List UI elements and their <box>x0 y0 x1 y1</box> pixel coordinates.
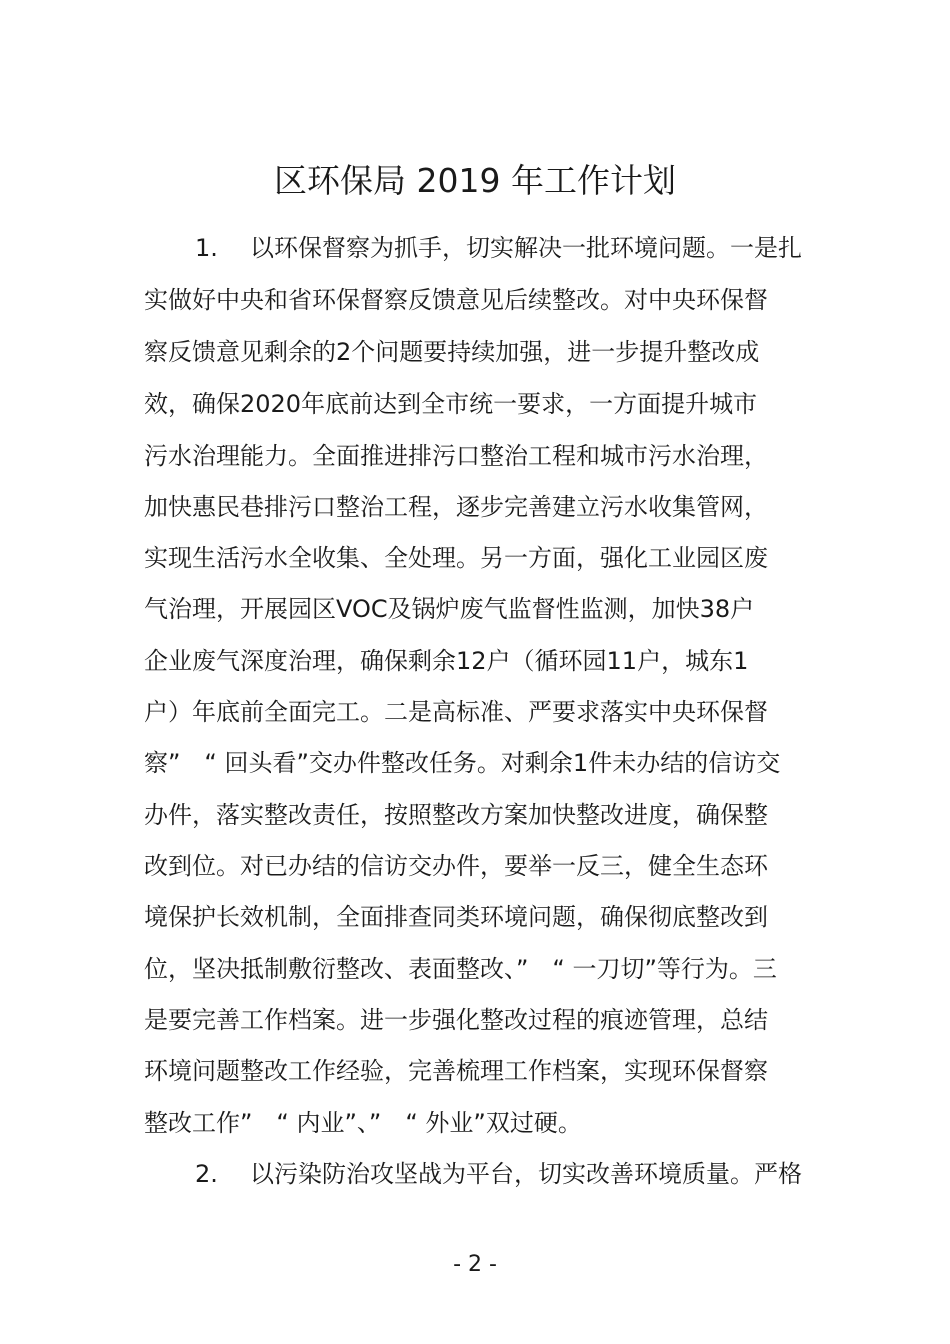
paragraph-line: 整改工作” “ 内业”、” “ 外业”双过硬。 <box>144 1109 582 1137</box>
paragraph-line: 办件，落实整改责任，按照整改方案加快整改进度，确保整 <box>144 801 768 829</box>
paragraph-line: 以环保督察为抓手，切实解决一批环境问题。一是扎 <box>250 234 802 262</box>
paragraph-line: 污水治理能力。全面推进排污口整治工程和城市污水治理， <box>144 442 768 470</box>
paragraph-line: 是要完善工作档案。进一步强化整改过程的痕迹管理，总结 <box>144 1006 768 1034</box>
section-number: 2. <box>195 1160 218 1188</box>
paragraph-line: 效，确保2020年底前达到全市统一要求，一方面提升城市 <box>144 390 758 418</box>
paragraph-line: 改到位。对已办结的信访交办件，要举一反三，健全生态环 <box>144 852 768 880</box>
document-title: 区环保局 2019 年工作计划 <box>274 161 676 200</box>
paragraph-line: 户）年底前全面完工。二是高标准、严要求落实中央环保督 <box>144 698 768 726</box>
paragraph-line: 境保护长效机制，全面排查同类环境问题，确保彻底整改到 <box>144 903 768 931</box>
paragraph-line: 察反馈意见剩余的2个问题要持续加强，进一步提升整改成 <box>144 338 760 366</box>
paragraph-line: 加快惠民巷排污口整治工程，逐步完善建立污水收集管网， <box>144 493 768 521</box>
section-number: 1. <box>195 234 218 262</box>
paragraph-line: 以污染防治攻坚战为平台，切实改善环境质量。严格 <box>250 1160 802 1188</box>
page-number: - 2 - <box>453 1252 497 1277</box>
paragraph-line: 环境问题整改工作经验，完善梳理工作档案，实现环保督察 <box>144 1057 768 1085</box>
paragraph-line: 企业废气深度治理，确保剩余12户（循环园11户，城东1 <box>144 647 749 675</box>
paragraph-line: 实做好中央和省环保督察反馈意见后续整改。对中央环保督 <box>144 286 768 314</box>
paragraph-line: 实现生活污水全收集、全处理。另一方面，强化工业园区废 <box>144 544 768 572</box>
paragraph-line: 位，坚决抵制敷衍整改、表面整改、” “ 一刀切”等行为。三 <box>144 955 777 983</box>
paragraph-line: 察” “ 回头看”交办件整改任务。对剩余1件未办结的信访交 <box>144 749 781 777</box>
paragraph-line: 气治理，开展园区VOC及锅炉废气监督性监测，加快38户 <box>144 595 755 623</box>
